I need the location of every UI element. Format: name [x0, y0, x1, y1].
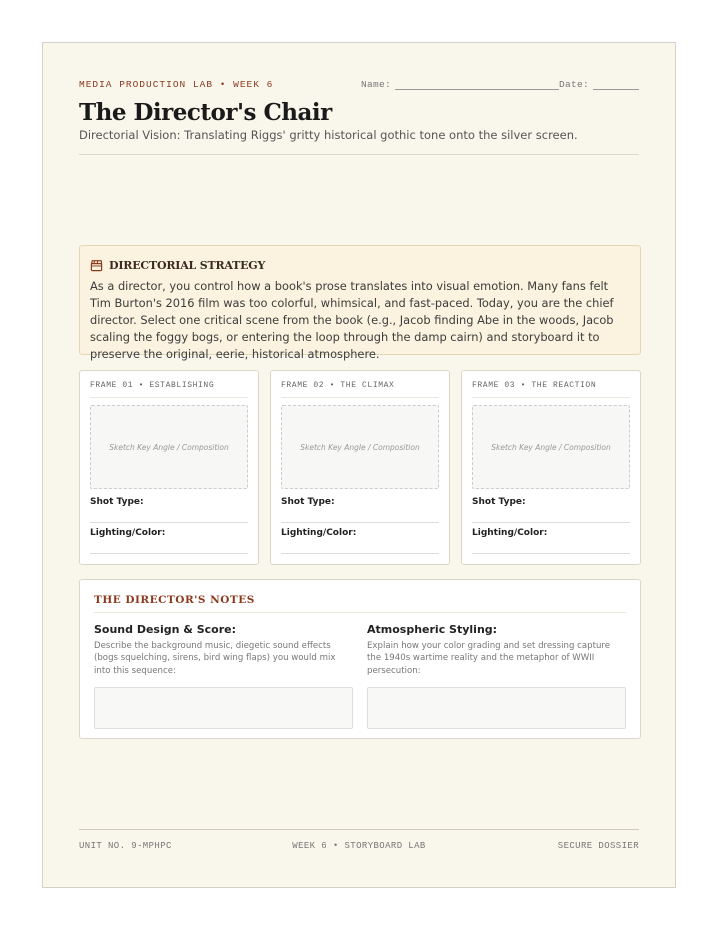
name-field[interactable] — [361, 79, 559, 90]
frame-divider — [281, 397, 439, 398]
shot-type-line[interactable] — [90, 522, 248, 523]
lab-label: MEDIA PRODUCTION LAB • WEEK 6 — [79, 79, 274, 90]
lighting-color-label: Lighting/Color: — [281, 528, 357, 538]
sound-design-heading: Sound Design & Score: — [94, 623, 236, 636]
worksheet-page — [42, 42, 676, 888]
directors-notes-box — [79, 579, 641, 739]
atmospheric-styling-answer-box[interactable] — [367, 687, 626, 729]
footer-divider — [79, 829, 639, 830]
frame-label: FRAME 02 • THE CLIMAX — [281, 381, 395, 390]
clapperboard-icon — [90, 259, 103, 272]
sketch-area[interactable] — [281, 405, 439, 489]
lighting-color-line[interactable] — [281, 553, 439, 554]
date-field[interactable] — [559, 79, 639, 90]
frame-divider — [472, 397, 630, 398]
sketch-placeholder: Sketch Key Angle / Composition — [109, 442, 229, 452]
unit-number: UNIT NO. 9-MPHPC — [79, 841, 172, 851]
sound-design-description: Describe the background music, diegetic sound effects (bogs squelching, sirens, bird wing flaps) you would mix into this sequence: — [94, 641, 336, 676]
atmospheric-styling-heading: Atmospheric Styling: — [367, 623, 498, 636]
shot-type-label: Shot Type: — [90, 497, 144, 507]
footer-week-label: WEEK 6 • STORYBOARD LAB — [292, 841, 426, 851]
storyboard-frames — [79, 370, 641, 565]
shot-type-line[interactable] — [472, 522, 630, 523]
frame-card-2 — [270, 370, 450, 565]
sketch-area[interactable] — [90, 405, 248, 489]
shot-type-line[interactable] — [281, 522, 439, 523]
frame-card-3 — [461, 370, 641, 565]
shot-type-label: Shot Type: — [281, 497, 335, 507]
lighting-color-label: Lighting/Color: — [472, 528, 548, 538]
footer — [79, 841, 639, 853]
frame-divider — [90, 397, 248, 398]
lighting-color-line[interactable] — [90, 553, 248, 554]
frame-card-1 — [79, 370, 259, 565]
notes-divider — [94, 612, 626, 613]
sound-design-answer-box[interactable] — [94, 687, 353, 729]
lighting-color-label: Lighting/Color: — [90, 528, 166, 538]
sketch-placeholder: Sketch Key Angle / Composition — [300, 442, 420, 452]
sketch-placeholder: Sketch Key Angle / Composition — [491, 442, 611, 452]
notes-columns — [94, 623, 626, 729]
atmospheric-styling-section — [367, 623, 626, 729]
header-divider — [79, 154, 639, 155]
name-label: Name: — [361, 79, 392, 90]
sketch-area[interactable] — [472, 405, 630, 489]
atmospheric-styling-description: Explain how your color grading and set dressing capture the 1940s wartime reality and the metaphor of WWII persecution: — [367, 641, 611, 676]
dossier-label: SECURE DOSSIER — [557, 841, 639, 851]
shot-type-label: Shot Type: — [472, 497, 526, 507]
frame-label: FRAME 03 • THE REACTION — [472, 381, 597, 390]
directorial-strategy-box — [79, 245, 641, 361]
date-label: Date: — [558, 79, 589, 90]
frame-label: FRAME 01 • ESTABLISHING — [90, 381, 215, 390]
strategy-header — [90, 258, 630, 272]
header-row — [79, 79, 639, 93]
date-line[interactable] — [593, 80, 639, 90]
sound-design-section — [94, 623, 353, 729]
page-subtitle: Directorial Vision: Translating Riggs' gritty historical gothic tone onto the silver screen. — [79, 128, 578, 142]
notes-title: THE DIRECTOR'S NOTES — [94, 594, 255, 606]
strategy-body: As a director, you control how a book's prose translates into visual emotion. Many fans felt Tim Burton's 2016 film was too colorful, whimsical, and fast-paced. Today, you are the chief director. Select one critical scene from the book (e.g., Jacob finding Abe in the woods, Jacob scaling the foggy bogs, or entering the loop through the damp cairn) and storyboard it to preserve the original, eerie, historical atmosphere. — [90, 279, 614, 361]
lighting-color-line[interactable] — [472, 553, 630, 554]
name-line[interactable] — [395, 80, 559, 90]
strategy-title: DIRECTORIAL STRATEGY — [109, 258, 266, 272]
page-title: The Director's Chair — [79, 99, 332, 126]
